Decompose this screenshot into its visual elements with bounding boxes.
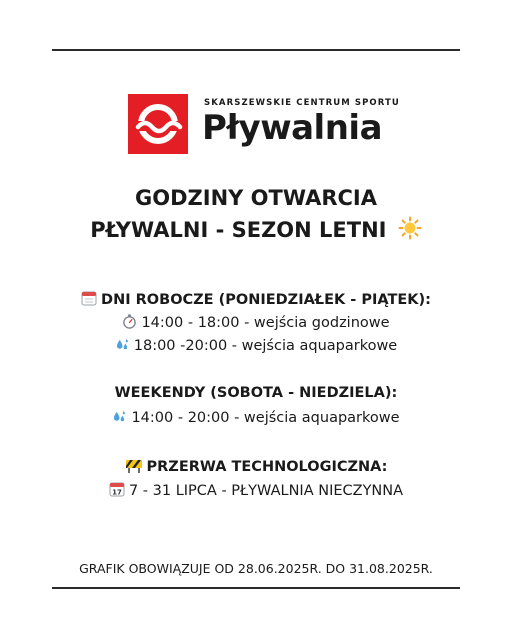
- weekdays-item-2: [0, 337, 512, 354]
- schedule-validity-note: GRAFIK OBOWIĄZUJE OD 28.06.2025R. DO 31.08.2025R.: [79, 561, 433, 576]
- page-title-line2: [0, 216, 512, 242]
- wave-logo-icon: [128, 94, 188, 154]
- bottom-divider: [52, 587, 460, 589]
- weekdays-item-1-text: 14:00 - 18:00 - wejścia godzinowe: [141, 315, 390, 331]
- logo-subtitle: SKARSZEWSKIE CENTRUM SPORTU: [204, 98, 400, 108]
- weekdays-heading-row: [0, 290, 512, 308]
- maintenance-text: 7 - 31 LIPCA - PŁYWALNIA NIECZYNNA: [128, 483, 404, 499]
- weekdays-heading: DNI ROBOCZE (PONIEDZIAŁEK - PIĄTEK):: [101, 292, 431, 308]
- calendar-icon: [81, 290, 97, 306]
- logo: [128, 94, 400, 156]
- weekends-heading: WEEKENDY (SOBOTA - NIEDZIELA):: [114, 385, 398, 401]
- page-title-line1: GODZINY OTWARCIA: [135, 186, 377, 210]
- maintenance-heading-row: [0, 457, 512, 475]
- stopwatch-icon: [122, 314, 137, 329]
- logo-name: Pływalnia: [202, 108, 383, 148]
- calendar-17-number: 17: [112, 488, 122, 497]
- sun-icon: [398, 216, 422, 240]
- maintenance-item: [0, 481, 512, 499]
- maintenance-heading: PRZERWA TECHNOLOGICZNA:: [146, 459, 388, 475]
- calendar-17-icon: [109, 481, 125, 497]
- water-drops-icon: [112, 409, 127, 424]
- weekends-item-1-text: 14:00 - 20:00 - wejścia aquaparkowe: [131, 410, 400, 426]
- page-title-line2-text: PŁYWALNI - SEZON LETNI: [90, 218, 387, 242]
- weekdays-item-1: [0, 314, 512, 331]
- construction-icon: [125, 457, 143, 473]
- top-divider: [52, 49, 460, 51]
- weekends-item-1: [0, 409, 512, 426]
- weekdays-item-2-text: 18:00 -20:00 - wejścia aquaparkowe: [133, 338, 398, 354]
- water-drops-icon: [115, 337, 130, 352]
